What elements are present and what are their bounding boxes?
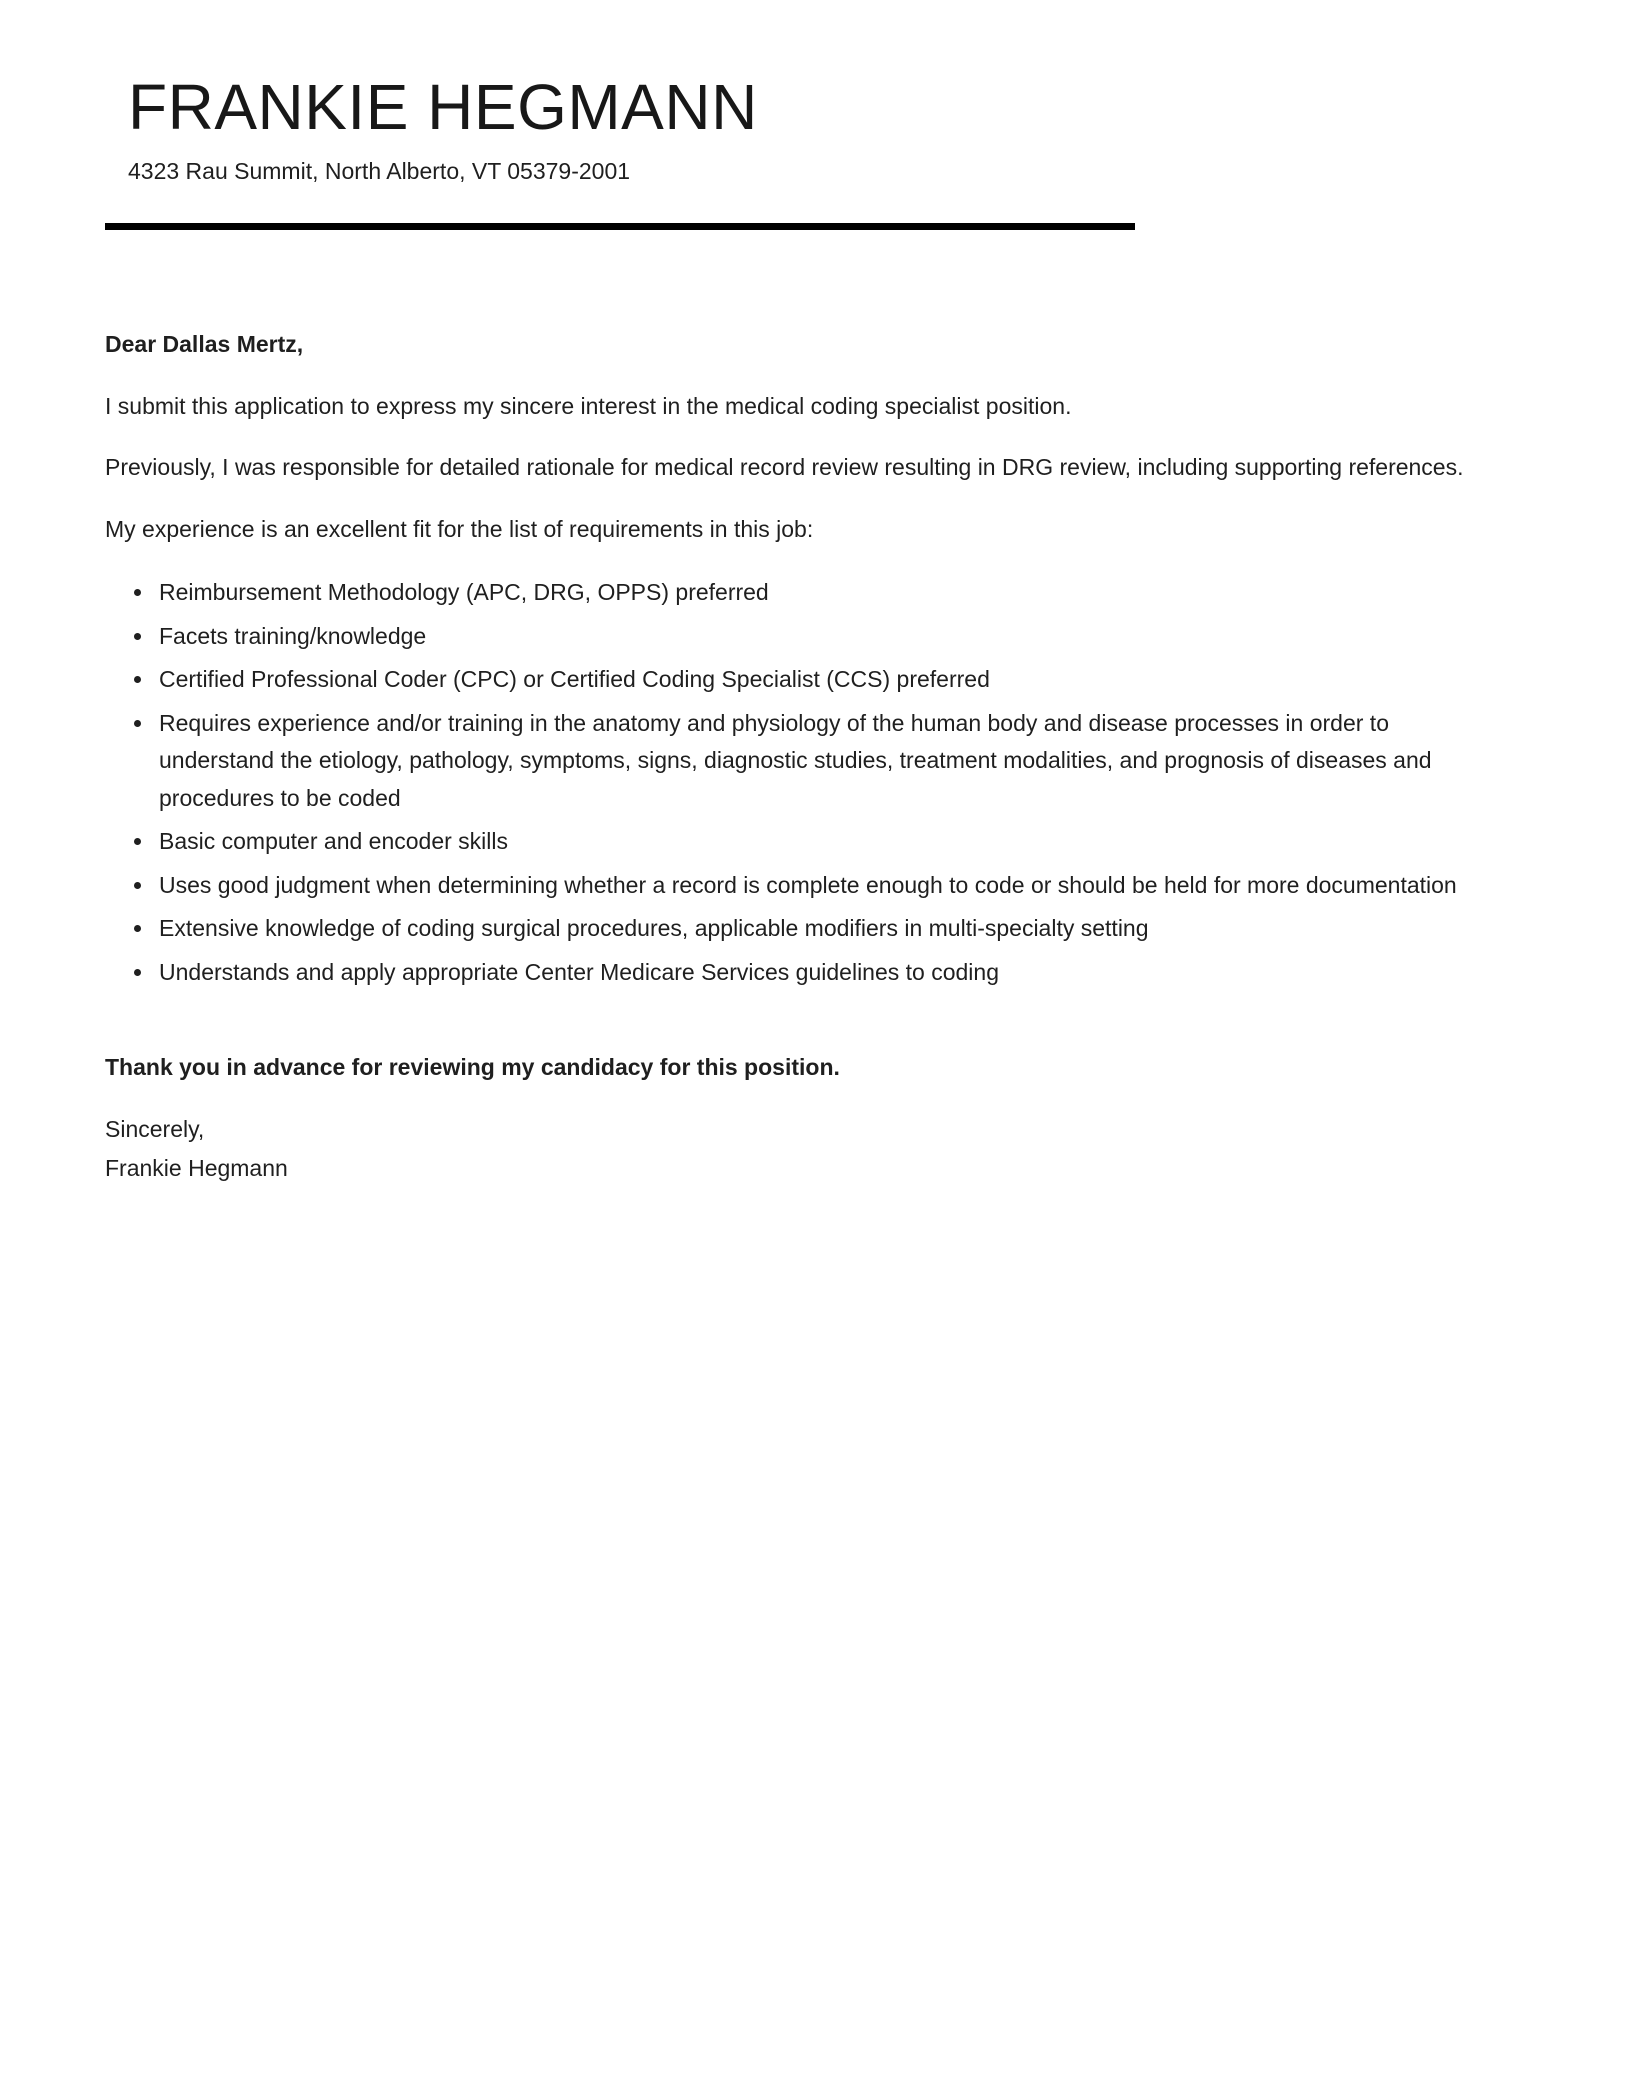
header-divider	[105, 223, 1135, 230]
closing-thanks: Thank you in advance for reviewing my candidacy for this position.	[105, 1054, 840, 1081]
paragraph-requirements-lead-in: My experience is an excellent fit for the list of requirements in this job:	[105, 515, 814, 542]
salutation: Dear Dallas Mertz,	[105, 331, 304, 358]
sender-name: FRANKIE HEGMANN	[128, 71, 758, 143]
requirement-item: • Certified Professional Coder (CPC) or Certified Coding Specialist (CCS) preferred	[155, 661, 1490, 698]
requirement-item: • Understands and apply appropriate Center Medicare Services guidelines to coding	[155, 954, 1490, 991]
requirement-item: • Requires experience and/or training in the anatomy and physiology of the human body and disease processes in order to understand the etiology, pathology, symptoms, signs, diagnostic studies, treatment modalities, and prognosis of diseases and procedures to be coded	[155, 705, 1490, 817]
requirement-item: • Facets training/knowledge	[155, 618, 1490, 655]
letter-header	[105, 72, 1490, 185]
paragraph-intro: I submit this application to express my sincere interest in the medical coding specialist position.	[105, 392, 1072, 419]
requirement-item: • Uses good judgment when determining whether a record is complete enough to code or should be held for more documentation	[155, 867, 1490, 904]
signature-name: Frankie Hegmann	[105, 1155, 288, 1182]
requirements-list	[105, 574, 1490, 991]
paragraph-previous-experience: Previously, I was responsible for detailed rationale for medical record review resulting in DRG review, including supporting references.	[105, 454, 1464, 481]
letter-body	[105, 326, 1490, 1187]
signoff: Sincerely,	[105, 1115, 205, 1142]
requirement-item: • Reimbursement Methodology (APC, DRG, OPPS) preferred	[155, 574, 1490, 611]
sender-address: 4323 Rau Summit, North Alberto, VT 05379-2001	[128, 158, 631, 185]
requirement-item: • Extensive knowledge of coding surgical procedures, applicable modifiers in multi-specialty setting	[155, 910, 1490, 947]
requirement-item: • Basic computer and encoder skills	[155, 823, 1490, 860]
